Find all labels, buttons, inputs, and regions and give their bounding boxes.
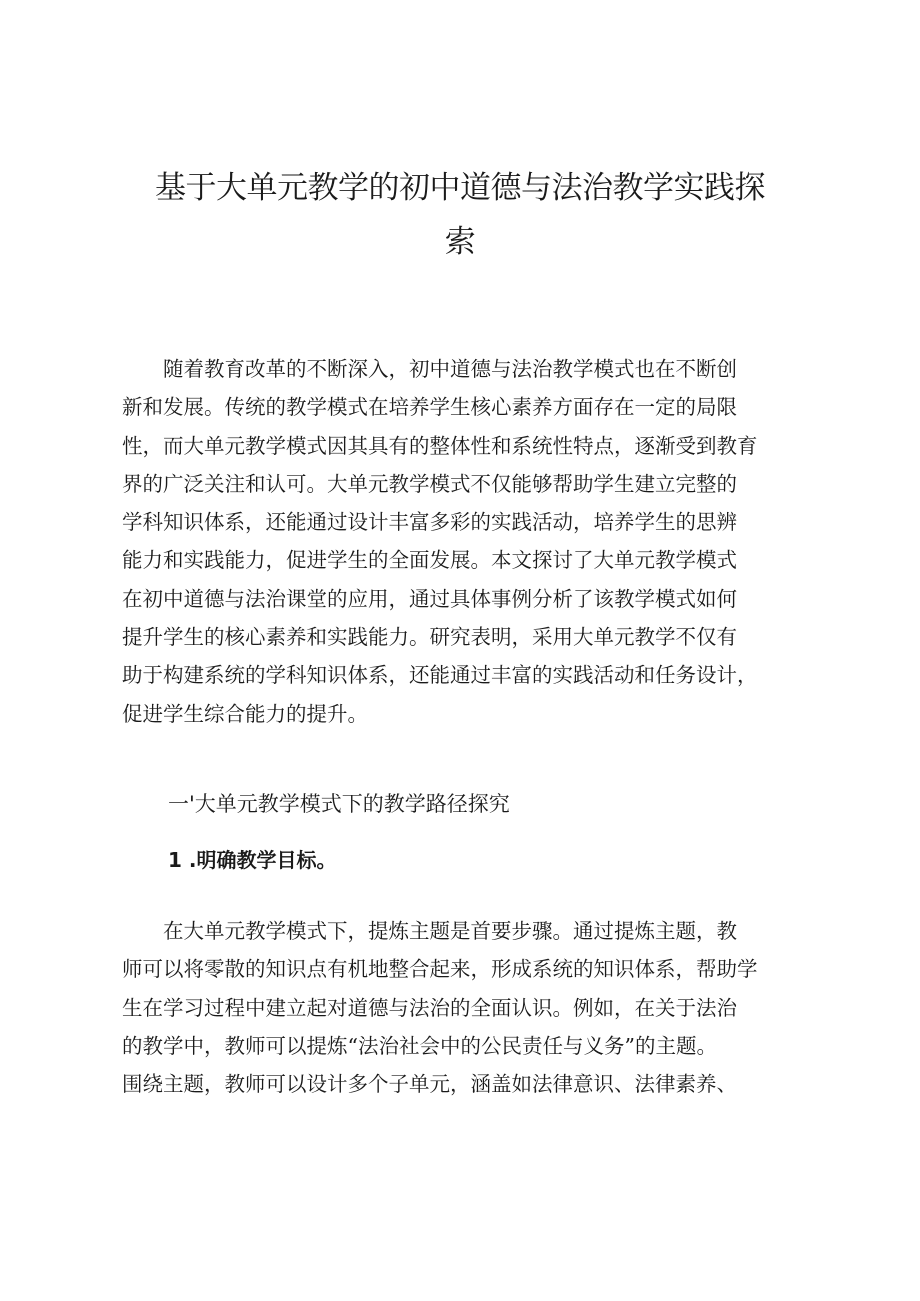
body-line: 的教学中，教师可以提炼“法治社会中的公民责任与义务”的主题。	[122, 1033, 717, 1058]
intro-line: 学科知识体系，还能通过设计丰富多彩的实践活动，培养学生的思辨	[122, 510, 737, 535]
intro-line: 能力和实践能力，促进学生的全面发展。本文探讨了大单元教学模式	[122, 548, 737, 573]
intro-line: 助于构建系统的学科知识体系，还能通过丰富的实践活动和任务设计，	[122, 663, 758, 688]
intro-line: 促进学生综合能力的提升。	[122, 701, 368, 726]
body-line: 在大单元教学模式下，提炼主题是首要步骤。通过提炼主题，教	[122, 919, 737, 943]
document-title-line-1: 基于大单元教学的初中道德与法治教学实践探	[155, 170, 765, 206]
intro-line: 性，而大单元教学模式因其具有的整体性和系统性特点，逐渐受到教育	[122, 433, 758, 458]
intro-line: 提升学生的核心素养和实践能力。研究表明，采用大单元教学不仅有	[122, 625, 737, 650]
body-line: 生在学习过程中建立起对道德与法治的全面认识。例如，在关于法治	[122, 995, 737, 1020]
intro-paragraph	[122, 350, 822, 733]
intro-line: 在初中道德与法治课堂的应用，通过具体事例分析了该教学模式如何	[122, 586, 737, 611]
intro-line: 界的广泛关注和认可。大单元教学模式不仅能够帮助学生建立完整的	[122, 471, 737, 496]
sub-heading: 1 .明确教学目标。	[168, 848, 337, 872]
intro-line: 随着教育改革的不断深入，初中道德与法治教学模式也在不断创	[122, 357, 737, 381]
section-heading: 一'大单元教学模式下的教学路径探究	[168, 792, 510, 816]
body-line: 师可以将零散的知识点有机地整合起来，形成系统的知识体系，帮助学	[122, 957, 758, 982]
intro-line: 新和发展。传统的教学模式在培养学生核心素养方面存在一定的局限	[122, 395, 737, 420]
body-paragraph	[122, 912, 822, 1103]
document-title-line-2: 索	[444, 224, 476, 260]
body-line: 围绕主题，教师可以设计多个子单元，涵盖如法律意识、法律素养、	[122, 1072, 737, 1097]
